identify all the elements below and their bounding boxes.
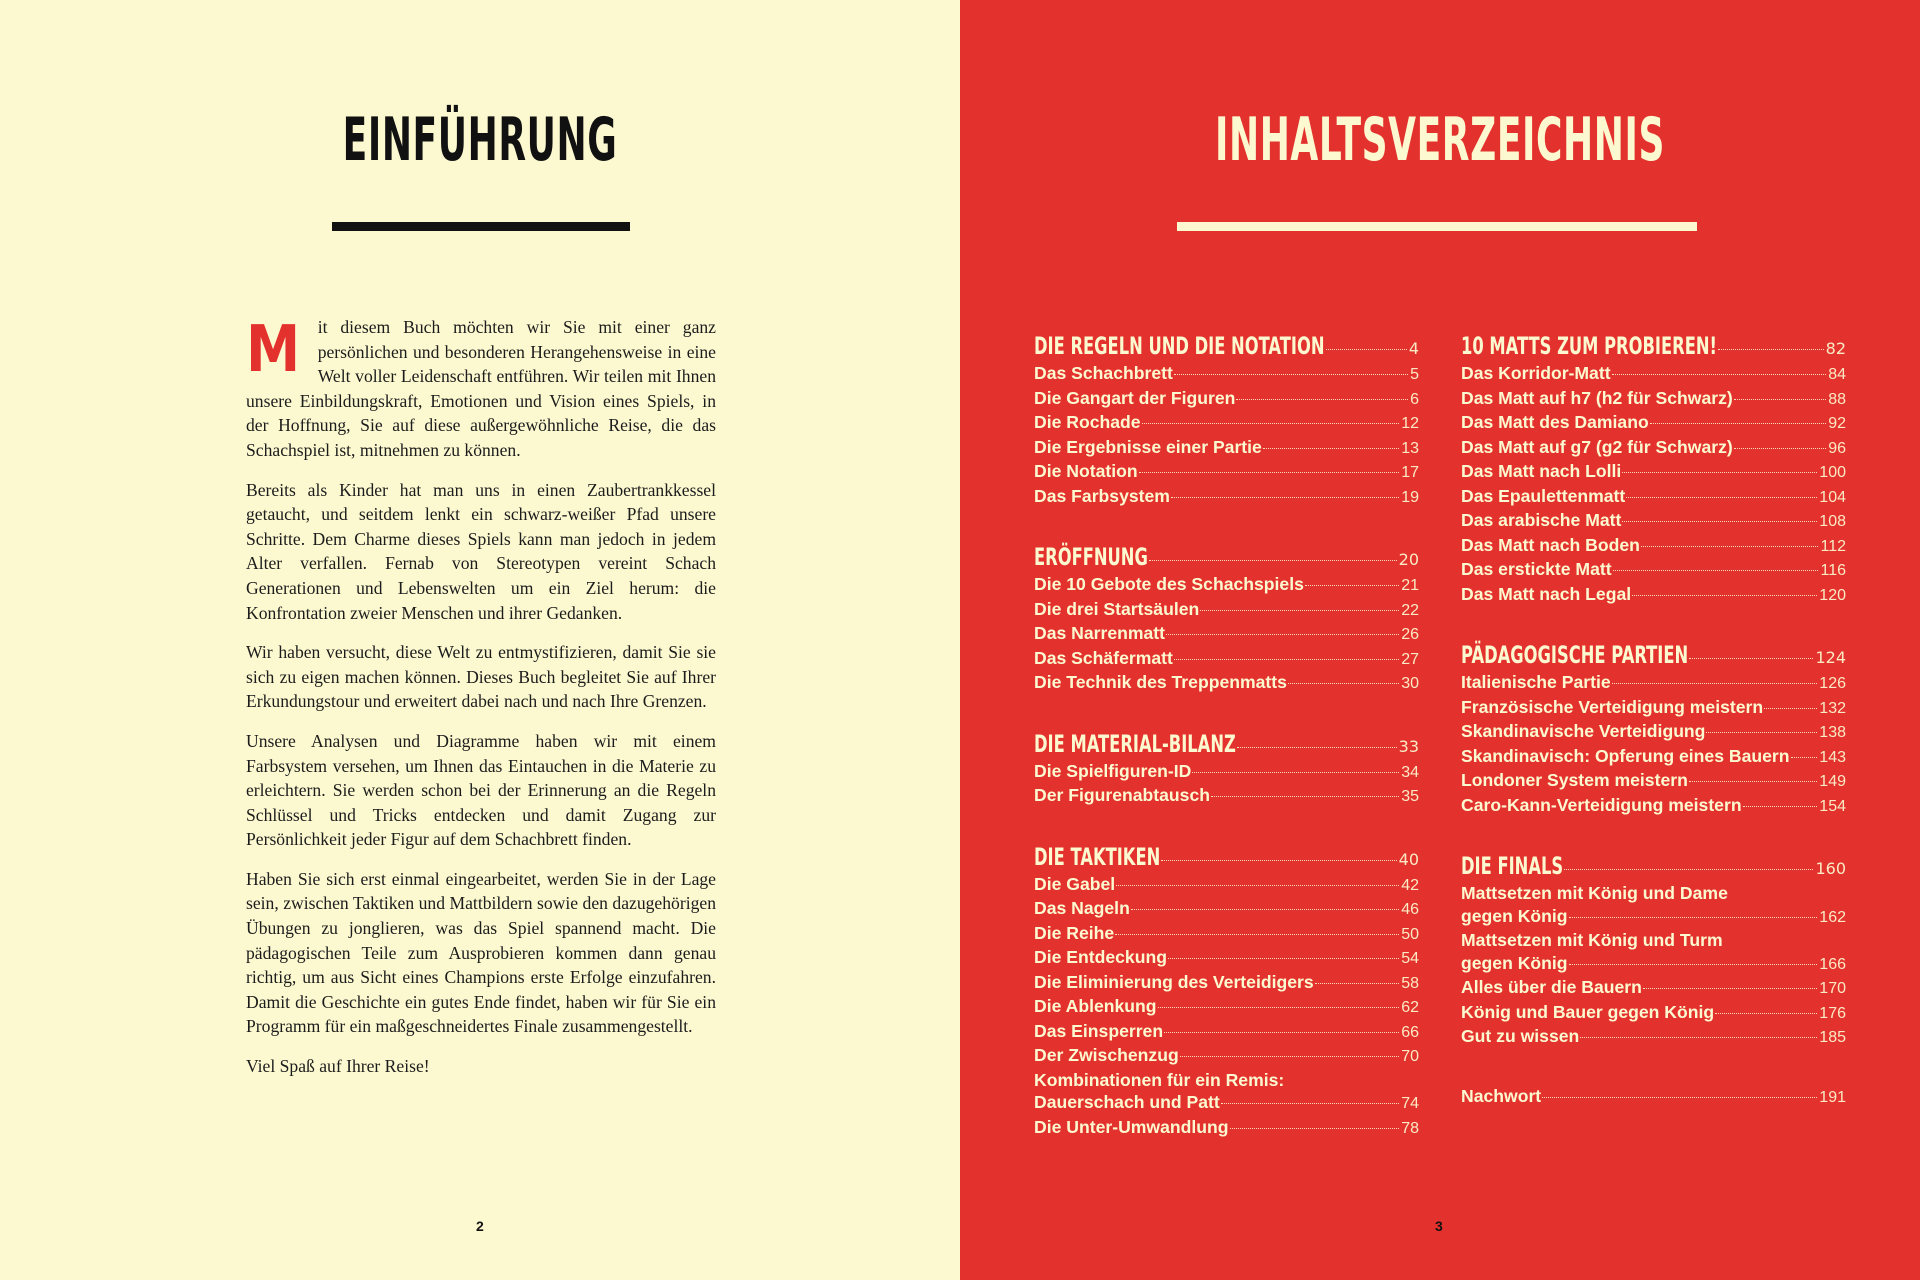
toc-entry: [1034, 1044, 1419, 1069]
toc-leader-dots: [1116, 885, 1399, 886]
intro-title-rule: [332, 222, 630, 231]
toc-leader-dots: [1139, 472, 1400, 473]
toc-entry-label: Das Narrenmatt: [1034, 623, 1166, 643]
toc-heading-label: DIE TAKTIKEN: [1034, 842, 1161, 871]
toc-leader-dots: [1689, 781, 1817, 782]
toc-entry-label: Die Technik des Treppenmatts: [1034, 672, 1287, 692]
toc-page-number: 176: [1819, 1004, 1846, 1022]
toc-leader-dots: [1734, 399, 1826, 400]
toc-entry: [1034, 598, 1419, 623]
toc-entry: [1034, 622, 1419, 647]
toc-entry: [1034, 897, 1419, 922]
toc-entry: [1461, 1025, 1846, 1050]
toc-entry: [1034, 671, 1419, 696]
toc-page-number: 154: [1819, 797, 1846, 815]
toc-entry: [1034, 1091, 1419, 1116]
toc-heading-label: PÄDAGOGISCHE PARTIEN: [1461, 641, 1689, 669]
toc-section: [1034, 544, 1419, 696]
dropcap: M: [246, 313, 301, 387]
intro-paragraph: Haben Sie sich erst einmal eingearbeitet, werden Sie in der Lage sein, zwischen Taktiken und Mattbildern sowie den dazugehörigen Übungen zu jonglieren, was das Spiel spannend macht. Die pädagogischen Teile zum Ausprobieren kommen dann genau richtig, um aus Sicht eines Champions erste Erfolge einzufahren. Damit die Geschichte ein gutes Ende findet, haben wir für Sie ein Programm für ein maßgeschneidertes Finale zusammengestellt.: [246, 868, 716, 1037]
toc-entry: [1461, 387, 1846, 412]
toc-leader-dots: [1612, 374, 1827, 375]
toc-entry: [1461, 558, 1846, 583]
toc-entry: [1461, 460, 1846, 485]
toc-section: [1034, 844, 1419, 1141]
toc-title-rule: [1177, 222, 1697, 231]
toc-page-number: 104: [1819, 488, 1846, 506]
toc-entry-label: Skandinavische Verteidigung: [1461, 721, 1706, 741]
toc-leader-dots: [1149, 560, 1396, 561]
toc-entry-label: Die Entdeckung: [1034, 947, 1167, 967]
toc-leader-dots: [1643, 988, 1817, 989]
toc-entry-label: Das Einsperren: [1034, 1020, 1164, 1041]
toc-leader-dots: [1211, 796, 1399, 797]
toc-leader-dots: [1230, 1128, 1400, 1129]
toc-page-number: 70: [1401, 1048, 1419, 1065]
toc-section: [1461, 853, 1846, 1050]
toc-column-left: [1034, 333, 1419, 1175]
toc-page-number: 162: [1819, 908, 1846, 926]
toc-leader-dots: [1221, 1103, 1399, 1104]
toc-entry: [1461, 905, 1846, 930]
toc-leader-dots: [1263, 448, 1399, 449]
toc-leader-dots: [1192, 772, 1399, 773]
toc-heading-label: ERÖFFNUNG: [1034, 543, 1148, 571]
toc-entry-label: Gut zu wissen: [1461, 1026, 1580, 1046]
toc-entry: [1034, 362, 1419, 387]
toc-entry: [1461, 1085, 1846, 1110]
right-page: [960, 0, 1920, 1280]
toc-leader-dots: [1542, 1097, 1817, 1098]
toc-section: [1461, 642, 1846, 818]
toc-entry-label: Das Matt nach Lolli: [1461, 461, 1622, 481]
intro-title: EINFÜHRUNG: [342, 105, 618, 175]
toc-heading: [1461, 333, 1846, 362]
toc-entry-label: Die 10 Gebote des Schachspiels: [1034, 574, 1304, 594]
toc-leader-dots: [1174, 374, 1408, 375]
toc-entry: [1034, 460, 1419, 485]
toc-leader-dots: [1650, 423, 1826, 424]
toc-page-number: 92: [1828, 415, 1846, 432]
toc-entry: [1461, 794, 1846, 819]
toc-page-number: 46: [1401, 901, 1419, 918]
toc-entry-label: Das Matt nach Legal: [1461, 583, 1632, 604]
toc-leader-dots: [1641, 546, 1819, 547]
toc-heading: [1461, 853, 1846, 882]
toc-leader-dots: [1115, 934, 1399, 935]
toc-leader-dots: [1689, 658, 1813, 659]
toc-entry: [1461, 509, 1846, 534]
toc-page-number: 126: [1819, 675, 1846, 692]
toc-entry-label: Das Farbsystem: [1034, 485, 1170, 506]
toc-page-number: 5: [1410, 366, 1419, 383]
toc-entry-label: Die Spielfiguren-ID: [1034, 760, 1192, 781]
toc-page-number: 185: [1819, 1029, 1846, 1046]
toc-leader-dots: [1622, 472, 1817, 473]
toc-entry-label: Mattsetzen mit König und Turm: [1461, 930, 1723, 950]
toc-page-number: 6: [1410, 390, 1419, 408]
toc-heading-label: DIE MATERIAL-BILANZ: [1034, 729, 1236, 758]
toc-leader-dots: [1718, 349, 1823, 350]
toc-page-number: 78: [1401, 1119, 1419, 1137]
toc-entry: [1034, 485, 1419, 510]
toc-page-number: 112: [1820, 537, 1846, 555]
toc-leader-dots: [1180, 1056, 1400, 1057]
toc-page-number: 58: [1401, 974, 1419, 992]
toc-leader-dots: [1237, 747, 1397, 748]
toc-page-number: 17: [1401, 464, 1419, 481]
toc-page-number: 84: [1828, 366, 1846, 383]
toc-entry-label: Die Unter-Umwandlung: [1034, 1116, 1229, 1137]
toc-entry-label: gegen König: [1461, 905, 1568, 926]
toc-page-number: 27: [1401, 650, 1419, 668]
toc-entry-label: Der Zwischenzug: [1034, 1045, 1179, 1065]
toc-entry: [1461, 671, 1846, 696]
toc-entry-label: Das Epaulettenmatt: [1461, 485, 1626, 506]
toc-page-number: 30: [1401, 675, 1419, 692]
intro-paragraph: Bereits als Kinder hat man uns in einen Zaubertrankkessel getaucht, und seitdem lenkt ein schwarz-weißer Pfad unsere Schritte. Dem Charme dieses Spiels kann man jedoch in jedem Alter verfallen. Fernab von Stereotypen vereint Schach Generationen und Lebenswelten um ein Ziel herum: die Konfrontation zweier Menschen und ihrer Gedanken.: [246, 479, 716, 623]
toc-heading-label: 10 MATTS ZUM PROBIEREN!: [1461, 332, 1717, 360]
toc-heading: [1034, 844, 1419, 873]
toc-leader-dots: [1326, 349, 1407, 350]
toc-entry: [1461, 583, 1846, 608]
toc-page-number: 74: [1401, 1095, 1419, 1112]
toc-leader-dots: [1171, 497, 1399, 498]
toc-entry: [1461, 436, 1846, 461]
toc-leader-dots: [1791, 757, 1818, 758]
toc-entry: [1034, 946, 1419, 971]
toc-page-number: 120: [1819, 586, 1846, 604]
toc-leader-dots: [1706, 732, 1817, 733]
toc-entry-label: Londoner System meistern: [1461, 770, 1688, 790]
toc-entry: [1034, 573, 1419, 598]
toc-page-number: 82: [1825, 339, 1846, 358]
toc-entry-label: Alles über die Bauern: [1461, 977, 1642, 997]
toc-entry-label: Das Nageln: [1034, 898, 1130, 918]
toc-leader-dots: [1580, 1037, 1817, 1038]
toc-entry: [1034, 784, 1419, 809]
toc-entry: [1461, 411, 1846, 436]
toc-section: [1034, 333, 1419, 509]
toc-entry-label: Das Schachbrett: [1034, 363, 1173, 383]
toc-leader-dots: [1612, 683, 1818, 684]
toc-entry-label: Das Matt auf h7 (h2 für Schwarz): [1461, 387, 1733, 408]
toc-entry: [1034, 387, 1419, 412]
toc-entry-label: Die Rochade: [1034, 412, 1141, 432]
toc-leader-dots: [1315, 983, 1400, 984]
toc-page-number: 21: [1401, 577, 1419, 594]
intro-paragraph: Wir haben versucht, diese Welt zu entmystifizieren, damit Sie sie sich zu eigen machen können. Dieses Buch begleitet Sie auf Ihrer Erkundungstour und erweitert dabei nach und nach Ihre Grenzen.: [246, 642, 716, 712]
toc-heading: [1461, 642, 1846, 671]
toc-leader-dots: [1158, 1007, 1400, 1008]
toc-page-number: 143: [1819, 748, 1846, 766]
toc-entry-label: Italienische Partie: [1461, 672, 1611, 692]
toc-entry: [1034, 873, 1419, 898]
toc-heading: [1034, 333, 1419, 362]
toc-leader-dots: [1168, 958, 1399, 959]
toc-leader-dots: [1743, 806, 1818, 807]
toc-page-number: 22: [1401, 601, 1419, 619]
toc-page-number: 35: [1401, 788, 1419, 805]
toc-section: [1461, 333, 1846, 607]
toc-entry-label: Dauerschach und Patt: [1034, 1092, 1220, 1112]
toc-page-number: 66: [1401, 1023, 1419, 1041]
toc-entry-label: Das Schäfermatt: [1034, 647, 1173, 668]
page-number-right: 3: [1435, 1218, 1443, 1234]
toc-leader-dots: [1626, 497, 1817, 498]
toc-entry: [1461, 534, 1846, 559]
toc-heading-label: DIE REGELN UND DIE NOTATION: [1034, 332, 1325, 360]
toc-leader-dots: [1569, 964, 1818, 965]
toc-page-number: 12: [1401, 415, 1419, 432]
toc-entry-label: Französische Verteidigung meistern: [1461, 696, 1764, 717]
toc-page-number: 100: [1819, 464, 1846, 481]
toc-page-number: 20: [1398, 550, 1419, 569]
toc-page-number: 116: [1820, 562, 1846, 579]
toc-entry: [1034, 995, 1419, 1020]
toc-entry-label: Die Gabel: [1034, 873, 1116, 894]
toc-entry-label: Die Gangart der Figuren: [1034, 387, 1236, 408]
toc-page-number: 170: [1819, 980, 1846, 997]
toc-entry: [1034, 1020, 1419, 1045]
toc-page-number: 62: [1401, 999, 1419, 1016]
toc-entry-label: Das arabische Matt: [1461, 510, 1622, 530]
toc-leader-dots: [1569, 917, 1818, 918]
toc-entry: [1461, 769, 1846, 794]
toc-entry-label: Die Notation: [1034, 461, 1138, 481]
toc-entry: [1034, 922, 1419, 947]
toc-leader-dots: [1613, 570, 1819, 571]
toc-heading: [1034, 544, 1419, 573]
toc-entry-label: Die Ergebnisse einer Partie: [1034, 436, 1262, 457]
toc-entry-label: Mattsetzen mit König und Dame: [1461, 883, 1728, 903]
toc-page-number: 40: [1398, 849, 1419, 869]
toc-leader-dots: [1632, 595, 1817, 596]
toc-entry: [1461, 362, 1846, 387]
toc-entry: [1034, 1069, 1419, 1092]
toc-entry: [1034, 647, 1419, 672]
toc-page-number: 132: [1819, 699, 1846, 717]
toc-leader-dots: [1622, 521, 1817, 522]
toc-heading: [1034, 731, 1419, 760]
toc-leader-dots: [1161, 860, 1397, 861]
toc-page-number: 124: [1815, 648, 1846, 667]
toc-entry-label: Das Matt nach Boden: [1461, 534, 1640, 555]
page-number-left: 2: [476, 1218, 484, 1234]
toc-page-number: 50: [1401, 925, 1419, 943]
toc-entry: [1461, 1001, 1846, 1026]
toc-entry-label: Das Matt des Damiano: [1461, 412, 1649, 432]
toc-leader-dots: [1166, 634, 1399, 635]
toc-section: [1461, 1085, 1846, 1110]
toc-column-right: [1461, 333, 1846, 1144]
toc-leader-dots: [1734, 448, 1826, 449]
toc-page-number: 96: [1828, 439, 1846, 457]
toc-entry-label: Das Matt auf g7 (g2 für Schwarz): [1461, 436, 1733, 457]
toc-leader-dots: [1164, 1032, 1399, 1033]
toc-leader-dots: [1715, 1013, 1817, 1014]
toc-leader-dots: [1764, 708, 1817, 709]
intro-paragraph: Viel Spaß auf Ihrer Reise!: [246, 1056, 430, 1077]
toc-page-number: 191: [1819, 1088, 1846, 1106]
toc-page-number: 26: [1401, 626, 1419, 643]
toc-entry: [1034, 971, 1419, 996]
toc-entry-label: gegen König: [1461, 952, 1568, 973]
toc-page-number: 13: [1401, 439, 1419, 457]
toc-title: INHALTSVERZEICHNIS: [1214, 105, 1666, 175]
toc-leader-dots: [1305, 585, 1399, 586]
toc-page-number: 149: [1819, 773, 1846, 790]
toc-leader-dots: [1288, 683, 1399, 684]
intro-text: [246, 315, 716, 1094]
toc-page-number: 160: [1815, 859, 1846, 878]
toc-entry-label: König und Bauer gegen König: [1461, 1001, 1715, 1022]
toc-entry: [1461, 696, 1846, 721]
toc-entry: [1461, 929, 1846, 952]
toc-page-number: 42: [1401, 876, 1419, 894]
toc-leader-dots: [1131, 909, 1399, 910]
toc-entry-label: Die Reihe: [1034, 922, 1115, 943]
toc-leader-dots: [1564, 869, 1813, 870]
toc-page-number: 19: [1401, 488, 1419, 506]
toc-entry: [1461, 485, 1846, 510]
toc-entry-label: Skandinavisch: Opferung eines Bauern: [1461, 745, 1790, 766]
toc-entry: [1034, 760, 1419, 785]
toc-entry-label: Kombinationen für ein Remis:: [1034, 1069, 1285, 1090]
toc-entry: [1034, 411, 1419, 436]
toc-entry: [1461, 745, 1846, 770]
toc-entry-label: Das erstickte Matt: [1461, 559, 1612, 579]
toc-entry-label: Caro-Kann-Verteidigung meistern: [1461, 794, 1742, 815]
toc-section: [1034, 731, 1419, 809]
toc-leader-dots: [1174, 659, 1399, 660]
toc-entry: [1461, 976, 1846, 1001]
toc-entry: [1461, 720, 1846, 745]
toc-leader-dots: [1200, 610, 1399, 611]
toc-entry-label: Das Korridor-Matt: [1461, 363, 1611, 383]
toc-page-number: 33: [1398, 736, 1419, 756]
toc-entry-label: Nachwort: [1461, 1085, 1542, 1106]
toc-entry: [1034, 1116, 1419, 1141]
toc-page-number: 108: [1819, 513, 1846, 530]
toc-page-number: 34: [1401, 763, 1419, 781]
toc-entry: [1461, 952, 1846, 977]
toc-leader-dots: [1236, 399, 1408, 400]
toc-page-number: 138: [1819, 724, 1846, 741]
toc-entry-label: Der Figurenabtausch: [1034, 785, 1210, 805]
toc-page-number: 166: [1819, 955, 1846, 973]
intro-paragraph: Mit diesem Buch möchten wir Sie mit einer ganz persönlichen und besonderen Herangehensweise in eine Welt voller Leidenschaft entführen. Wir teilen mit Ihnen unsere Einbildungskraft, Emotionen und Vision eines Spiels, in der Hoffnung, Sie auf diese außergewöhnliche Reise, die das Schachspiel ist, mitnehmen zu können.: [246, 313, 716, 460]
toc-entry-label: Die Eliminierung des Verteidigers: [1034, 971, 1314, 992]
intro-paragraph: Unsere Analysen und Diagramme haben wir mit einem Farbsystem versehen, um Ihnen das Eintauchen in die Materie zu erleichtern. Sie werden schon bei der Erinnerung an die Regeln Schlüssel und Tricks entdecken und damit Zugang zur Persönlichkeit jeder Figur auf dem Schachbrett finden.: [246, 730, 716, 850]
toc-heading-label: DIE FINALS: [1461, 852, 1564, 880]
toc-page-number: 4: [1408, 339, 1419, 358]
toc-leader-dots: [1142, 423, 1400, 424]
toc-page-number: 88: [1828, 390, 1846, 408]
toc-entry-label: Die Ablenkung: [1034, 996, 1157, 1016]
toc-entry: [1034, 436, 1419, 461]
toc-entry: [1461, 882, 1846, 905]
toc-entry-label: Die drei Startsäulen: [1034, 598, 1200, 619]
toc-page-number: 54: [1401, 950, 1419, 967]
